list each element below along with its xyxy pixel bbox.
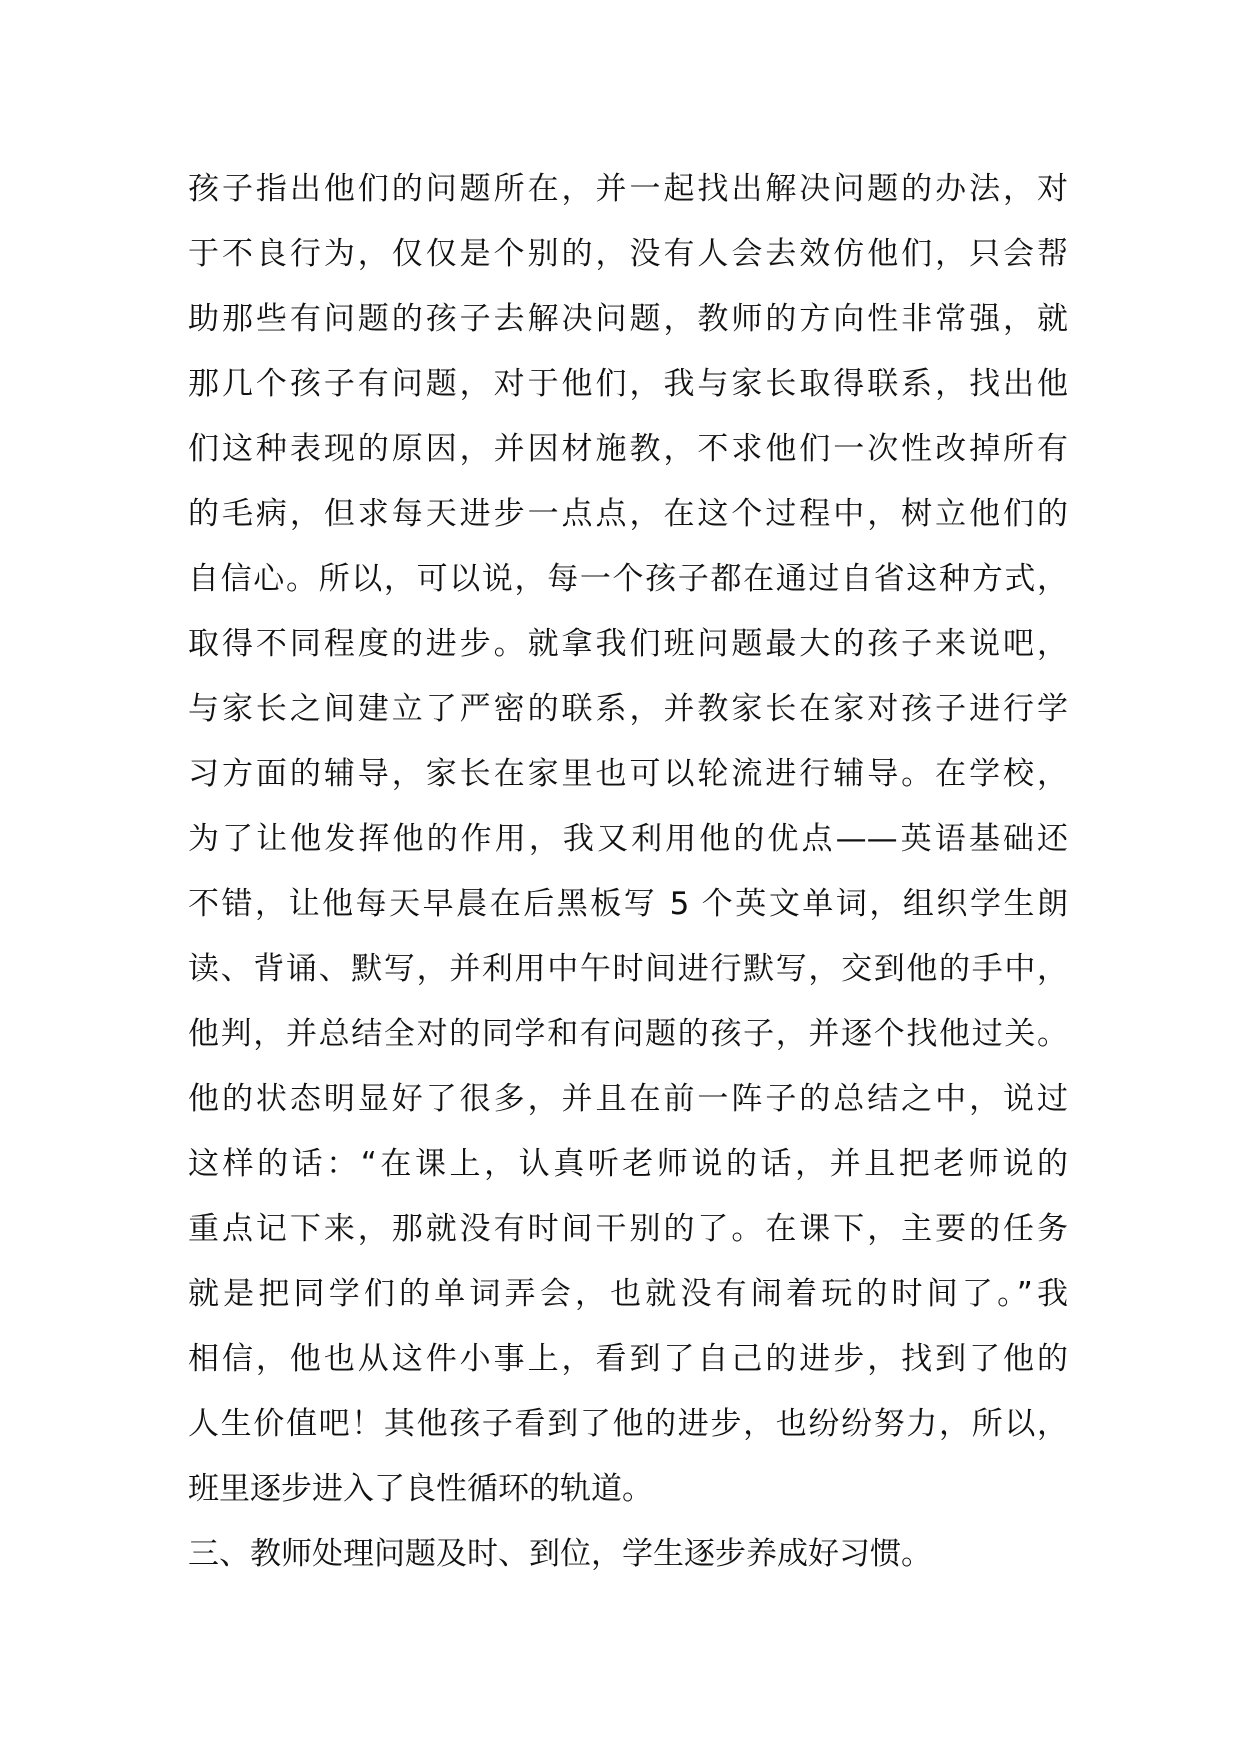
text-line-11: 为了让他发挥他的作用，我又利用他的优点——英语基础还	[188, 821, 1068, 857]
text-line-6: 的毛病，但求每天进步一点点，在这个过程中，树立他们的	[188, 496, 1068, 532]
text-line-8: 取得不同程度的进步。就拿我们班问题最大的孩子来说吧，	[188, 626, 1068, 662]
text-line-21: 班里逐步进入了良性循环的轨道。	[188, 1471, 653, 1507]
text-line-18: 就是把同学们的单词弄会，也就没有闹着玩的时间了。”我	[188, 1276, 1068, 1312]
text-line-20: 人生价值吧！其他孩子看到了他的进步，也纷纷努力，所以，	[188, 1406, 1068, 1442]
body-text	[188, 157, 1068, 1587]
text-line-12: 不错，让他每天早晨在后黑板写 5 个英文单词，组织学生朗	[188, 886, 1068, 922]
text-line-17: 重点记下来，那就没有时间干别的了。在课下，主要的任务	[188, 1211, 1068, 1247]
text-line-9: 与家长之间建立了严密的联系，并教家长在家对孩子进行学	[188, 691, 1068, 727]
text-line-7: 自信心。所以，可以说，每一个孩子都在通过自省这种方式，	[188, 561, 1068, 597]
text-line-1: 孩子指出他们的问题所在，并一起找出解决问题的办法，对	[188, 171, 1068, 207]
text-line-4: 那几个孩子有问题，对于他们，我与家长取得联系，找出他	[188, 366, 1068, 402]
text-line-15: 他的状态明显好了很多，并且在前一阵子的总结之中，说过	[188, 1081, 1068, 1117]
text-line-3: 助那些有问题的孩子去解决问题，教师的方向性非常强，就	[188, 301, 1068, 337]
section-heading: 三、教师处理问题及时、到位，学生逐步养成好习惯。	[188, 1536, 932, 1572]
text-line-5: 们这种表现的原因，并因材施教，不求他们一次性改掉所有	[188, 431, 1068, 467]
text-line-14: 他判，并总结全对的同学和有问题的孩子，并逐个找他过关。	[188, 1016, 1068, 1052]
text-line-13: 读、背诵、默写，并利用中午时间进行默写，交到他的手中，	[188, 951, 1068, 987]
text-line-16: 这样的话：“在课上，认真听老师说的话，并且把老师说的	[188, 1146, 1068, 1182]
text-line-10: 习方面的辅导，家长在家里也可以轮流进行辅导。在学校，	[188, 756, 1068, 792]
text-line-19: 相信，他也从这件小事上，看到了自己的进步，找到了他的	[188, 1341, 1068, 1377]
text-line-2: 于不良行为，仅仅是个别的，没有人会去效仿他们，只会帮	[188, 236, 1068, 272]
